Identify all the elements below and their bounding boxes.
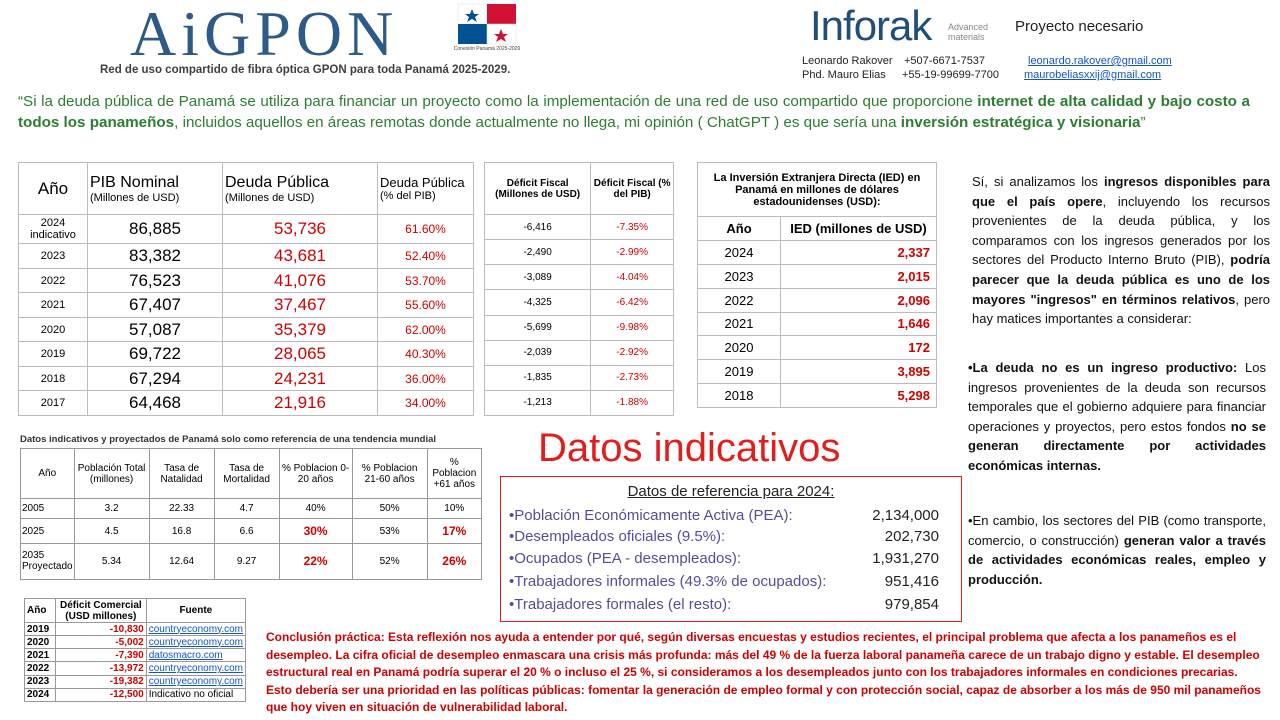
table-row	[19, 268, 474, 293]
panama-flag-logo	[452, 2, 522, 64]
table-row	[485, 340, 674, 365]
cell: 4.7	[214, 499, 279, 519]
cell-pct: 61.60%	[378, 215, 474, 244]
cell-deficit-pct: -4.04%	[591, 265, 674, 290]
cell: 16.8	[149, 519, 214, 544]
cell-debt: 53,736	[223, 215, 378, 244]
cell-debt: 37,467	[223, 293, 378, 318]
header-fdi: IED (millones de USD)	[781, 217, 937, 241]
cell-year: 2021	[19, 293, 88, 318]
cell-deficit-pct: -1.88%	[591, 390, 674, 415]
cell-gdp: 64,468	[88, 391, 223, 416]
source-link[interactable]: countryeconomy.com	[146, 675, 245, 688]
cell-value: -19,382	[55, 675, 146, 688]
cell-deficit-usd: -2,490	[485, 240, 591, 265]
cell-pct: 55.60%	[378, 293, 474, 318]
table-row	[21, 543, 482, 579]
table-row	[485, 215, 674, 240]
header-debt-pct	[378, 163, 474, 215]
cell: 17%	[427, 519, 481, 544]
table-row	[485, 365, 674, 390]
cell-year: 2023	[25, 675, 56, 688]
header-debt-label: Deuda Pública	[225, 173, 330, 191]
cell-year: 2024 indicativo	[19, 215, 88, 244]
quote-highlight: inversión estratégica y visionaria	[900, 114, 1141, 131]
analysis-paragraph-2	[968, 358, 1266, 476]
table-row	[698, 336, 937, 360]
cell-deficit-usd: -6,416	[485, 215, 591, 240]
datos-value: 951,416	[884, 573, 939, 590]
analysis-paragraph-3	[968, 511, 1266, 589]
cell: 40%	[279, 499, 352, 519]
cell: 10%	[427, 499, 481, 519]
cell-debt: 41,076	[223, 268, 378, 293]
inforak-logo-text: Inforak	[810, 2, 932, 49]
cell-deficit-pct: -6.42%	[591, 290, 674, 315]
fdi-table	[697, 162, 937, 408]
header-cell: % Poblacion 21-60 años	[352, 449, 427, 499]
cell-gdp: 57,087	[88, 317, 223, 342]
source-link[interactable]: countryeconomy.com	[146, 636, 245, 649]
chatgpt-quote	[18, 91, 1250, 133]
cell-deficit-pct: -9.98%	[591, 315, 674, 340]
contact-name-2: Phd. Mauro Elias	[802, 69, 886, 81]
datos-value: 1,931,270	[872, 550, 939, 567]
datos-row	[509, 528, 939, 545]
cell-debt: 28,065	[223, 342, 378, 367]
header-cell: Tasa de Natalidad	[149, 449, 214, 499]
cell-fdi: 1,646	[781, 312, 937, 336]
cell-year: 2022	[19, 268, 88, 293]
cell-deficit-usd: -2,039	[485, 340, 591, 365]
source-link[interactable]: countryeconomy.com	[146, 662, 245, 675]
cell-year: 2022	[25, 662, 56, 675]
text-bold: no se generan directamente por actividades económicas internas.	[968, 418, 1266, 473]
cell-gdp: 69,722	[88, 342, 223, 367]
contact-email-1[interactable]: leonardo.rakover@gmail.com	[1028, 55, 1172, 67]
header-cell: Año	[25, 599, 56, 623]
table-row	[21, 499, 482, 519]
cell-year: 2019	[25, 623, 56, 636]
table-row	[25, 623, 246, 636]
demographics-table	[20, 448, 482, 580]
cell-year: 2023	[19, 244, 88, 269]
datos-label: •Ocupados (PEA - desempleados):	[509, 550, 742, 567]
cell-year: 2018	[698, 384, 781, 408]
datos-box	[500, 476, 962, 622]
cell-year: 2021	[698, 312, 781, 336]
analysis-paragraph-1	[972, 172, 1270, 329]
cell-year: 2018	[19, 366, 88, 391]
datos-row	[509, 596, 939, 613]
source-link[interactable]: datosmacro.com	[146, 649, 245, 662]
cell-year: 2020	[19, 317, 88, 342]
quote-part: , incluidos aquellos en áreas remotas donde actualmente no llega, mi opinión ( ChatGPT ) es que sería una	[174, 114, 901, 131]
text-part: Los ingresos provenientes de la deuda son recursos temporales que el gobierno adquiere para financiar operaciones y proyectos, pero estos fondos	[968, 360, 1266, 434]
datos-row	[509, 573, 939, 590]
table-row	[25, 675, 246, 688]
cell: 5.34	[74, 543, 149, 579]
cell: 50%	[352, 499, 427, 519]
contact-phone-2: +55-19-99699-7700	[902, 69, 999, 81]
cell-value: -12,500	[55, 688, 146, 701]
datos-value: 202,730	[884, 528, 939, 545]
cell-year: 2020	[25, 636, 56, 649]
cell-value: -13,972	[55, 662, 146, 675]
cell: 3.2	[74, 499, 149, 519]
cell-deficit-pct: -2.73%	[591, 365, 674, 390]
cell-deficit-usd: -4,325	[485, 290, 591, 315]
quote-part: “Si la deuda pública de Panamá se utiliza para financiar un proyecto como la implementación de una red de uso compartido que proporcione	[18, 93, 978, 110]
flag-caption: Conexión Panamá 2025-2029	[453, 46, 521, 52]
cell-fdi: 2,096	[781, 288, 937, 312]
table-row	[698, 360, 937, 384]
header-debt	[223, 163, 378, 215]
header-cell: Año	[21, 449, 75, 499]
header-cell: Tasa de Mortalidad	[214, 449, 279, 499]
inforak-logo-subtitle: Advanced materials	[948, 22, 989, 42]
datos-label: •Población Económicamente Activa (PEA):	[509, 507, 793, 524]
text-part: Sí, si analizamos los	[972, 174, 1104, 189]
cell-value: -7,390	[55, 649, 146, 662]
cell-pct: 36.00%	[378, 366, 474, 391]
table-row	[698, 312, 937, 336]
cell-deficit-pct: -2.99%	[591, 240, 674, 265]
cell-fdi: 172	[781, 336, 937, 360]
gdp-debt-table	[18, 162, 474, 416]
datos-subtitle: Datos de referencia para 2024:	[627, 483, 835, 500]
cell-deficit-pct: -2.92%	[591, 340, 674, 365]
header-year: Año	[698, 217, 781, 241]
table-row	[485, 265, 674, 290]
text-part: , incluyendo los recursos provenientes de la deuda pública, y los comparamos con los ingresos generados por los sectores del Producto Interno Bruto (PIB),	[972, 193, 1270, 268]
table-row	[25, 688, 246, 701]
table-row	[485, 315, 674, 340]
table-row	[25, 649, 246, 662]
header-gdp	[88, 163, 223, 215]
text-part: , pero hay matices importantes a considerar:	[972, 291, 1271, 327]
fiscal-deficit-table	[484, 162, 674, 416]
cell: 12.64	[149, 543, 214, 579]
cell-year: 2023	[698, 264, 781, 288]
table-row	[19, 366, 474, 391]
cell-gdp: 67,407	[88, 293, 223, 318]
source-note: Indicativo no oficial	[146, 688, 245, 701]
contact-phone-1: +507-6671-7537	[904, 55, 986, 67]
cell: 30%	[279, 519, 352, 544]
datos-value: 2,134,000	[872, 507, 939, 524]
header-deficit-usd: Déficit Fiscal (Millones de USD)	[485, 163, 591, 215]
cell-fdi: 3,895	[781, 360, 937, 384]
cell-gdp: 83,382	[88, 244, 223, 269]
table-row	[19, 215, 474, 244]
cell-deficit-usd: -1,213	[485, 390, 591, 415]
table-row	[19, 244, 474, 269]
project-label: Proyecto necesario	[1015, 18, 1144, 35]
cell-deficit-usd: -3,089	[485, 265, 591, 290]
fdi-title: La Inversión Extranjera Directa (IED) en Panamá en millones de dólares estadounidenses (USD):	[698, 163, 937, 217]
header-cell: % Poblacion 0-20 años	[279, 449, 352, 499]
cell: 6.6	[214, 519, 279, 544]
table-row	[25, 662, 246, 675]
header-debt-pct-unit: (% del PIB)	[380, 190, 436, 202]
table-row	[19, 317, 474, 342]
datos-row	[509, 507, 939, 524]
header-gdp-unit: (Millones de USD)	[90, 191, 180, 204]
table-row	[485, 290, 674, 315]
header-cell: Déficit Comercial (USD millones)	[55, 599, 146, 623]
cell-debt: 35,379	[223, 317, 378, 342]
cell-deficit-pct: -7.35%	[591, 215, 674, 240]
header-cell: Fuente	[146, 599, 245, 623]
cell: 9.27	[214, 543, 279, 579]
datos-title: Datos indicativos	[538, 426, 841, 470]
inforak-logo	[810, 2, 989, 50]
cell-year: 2024	[25, 688, 56, 701]
cell: 2035 Proyectado	[21, 543, 75, 579]
cell: 26%	[427, 543, 481, 579]
table-row	[698, 240, 937, 264]
text-bold: generan valor a través de actividades económicas reales, empleo y producción.	[968, 532, 1266, 587]
cell: 22%	[279, 543, 352, 579]
cell-debt: 21,916	[223, 391, 378, 416]
cell-year: 2024	[698, 240, 781, 264]
table-row	[21, 519, 482, 544]
cell-pct: 52.40%	[378, 244, 474, 269]
datos-row	[509, 550, 939, 567]
cell: 2005	[21, 499, 75, 519]
table-row	[485, 240, 674, 265]
demo-table-caption: Datos indicativos y proyectados de Panamá solo como referencia de una tendencia mundial	[20, 434, 437, 445]
cell-year: 2021	[25, 649, 56, 662]
cell-gdp: 67,294	[88, 366, 223, 391]
cell-deficit-usd: -1,835	[485, 365, 591, 390]
text-bold: •La deuda no es un ingreso productivo:	[968, 360, 1238, 375]
header-debt-unit: (Millones de USD)	[225, 191, 315, 204]
datos-label: •Desempleados oficiales (9.5%):	[509, 528, 726, 545]
cell-fdi: 5,298	[781, 384, 937, 408]
aigpon-logo: AiGPON	[130, 0, 399, 69]
text-bold: ingresos disponibles para que el país opere	[972, 174, 1270, 209]
cell-pct: 40.30%	[378, 342, 474, 367]
text-bold: podría parecer que la deuda pública es uno de los mayores "ingresos" en términos relativos	[972, 252, 1270, 307]
header-cell: % Poblacion +61 años	[427, 449, 481, 499]
contact-name-1: Leonardo Rakover	[802, 55, 893, 67]
table-row	[698, 264, 937, 288]
cell: 22.33	[149, 499, 214, 519]
table-row	[485, 390, 674, 415]
cell-value: -10,830	[55, 623, 146, 636]
header-deficit-pct: Déficit Fiscal (% del PIB)	[591, 163, 674, 215]
tagline: Red de uso compartido de fibra óptica GPON para toda Panamá 2025-2029.	[100, 64, 511, 76]
cell-debt: 43,681	[223, 244, 378, 269]
datos-value: 979,854	[884, 596, 939, 613]
table-row	[19, 391, 474, 416]
cell-deficit-usd: -5,699	[485, 315, 591, 340]
trade-deficit-table	[24, 598, 246, 702]
quote-highlight: internet de alta calidad y bajo costo a todos los panameños	[18, 93, 1251, 131]
cell-gdp: 86,885	[88, 215, 223, 244]
cell-fdi: 2,015	[781, 264, 937, 288]
cell: 2025	[21, 519, 75, 544]
table-row	[25, 636, 246, 649]
text-part: •En cambio, los sectores del PIB (como transporte, comercio, o construcción)	[968, 513, 1266, 548]
table-row	[698, 288, 937, 312]
header-debt-pct-label: Deuda Pública	[380, 175, 465, 190]
cell-fdi: 2,337	[781, 240, 937, 264]
cell-pct: 62.00%	[378, 317, 474, 342]
cell-year: 2019	[698, 360, 781, 384]
table-row	[19, 293, 474, 318]
header-year: Año	[19, 163, 88, 215]
datos-label: •Trabajadores informales (49.3% de ocupados):	[509, 573, 827, 590]
cell-gdp: 76,523	[88, 268, 223, 293]
cell-year: 2017	[19, 391, 88, 416]
cell-year: 2022	[698, 288, 781, 312]
header-gdp-label: PIB Nominal	[90, 173, 179, 191]
cell: 53%	[352, 519, 427, 544]
cell: 52%	[352, 543, 427, 579]
datos-label: •Trabajadores formales (el resto):	[509, 596, 732, 613]
cell-value: -5,002	[55, 636, 146, 649]
cell-debt: 24,231	[223, 366, 378, 391]
table-row	[698, 384, 937, 408]
table-row	[19, 342, 474, 367]
conclusion-text: Conclusión práctica: Esta reflexión nos ayuda a entender por qué, según diversas encuestas y estudios recientes, el principal problema que afecta a los panameños es el desempleo. La cifra oficial de desempleo enmascara una crisis más profunda: más del 49 % de la fuerza laboral panameña carece de un trabajo digno y estable. El desempleo estructural real en Panamá podría superar el 20 % o incluso el 25 %, si consideramos a los desempleados junto con los trabajadores informales en condiciones precarias. Esto debería ser una prioridad en las políticas públicas: fomentar la generación de empleo formal y con protección social, capaz de absorber a los más de 950 mil panameños que hoy viven en situación de vulnerabilidad laboral.	[266, 630, 1261, 714]
source-link[interactable]: countryeconomy.com	[146, 623, 245, 636]
cell: 4.5	[74, 519, 149, 544]
header-cell: Población Total (millones)	[74, 449, 149, 499]
cell-year: 2019	[19, 342, 88, 367]
cell-year: 2020	[698, 336, 781, 360]
quote-part: ”	[1140, 114, 1146, 131]
cell-pct: 53.70%	[378, 268, 474, 293]
contact-email-2[interactable]: maurobeliasxxij@gmail.com	[1024, 69, 1162, 81]
cell-pct: 34.00%	[378, 391, 474, 416]
